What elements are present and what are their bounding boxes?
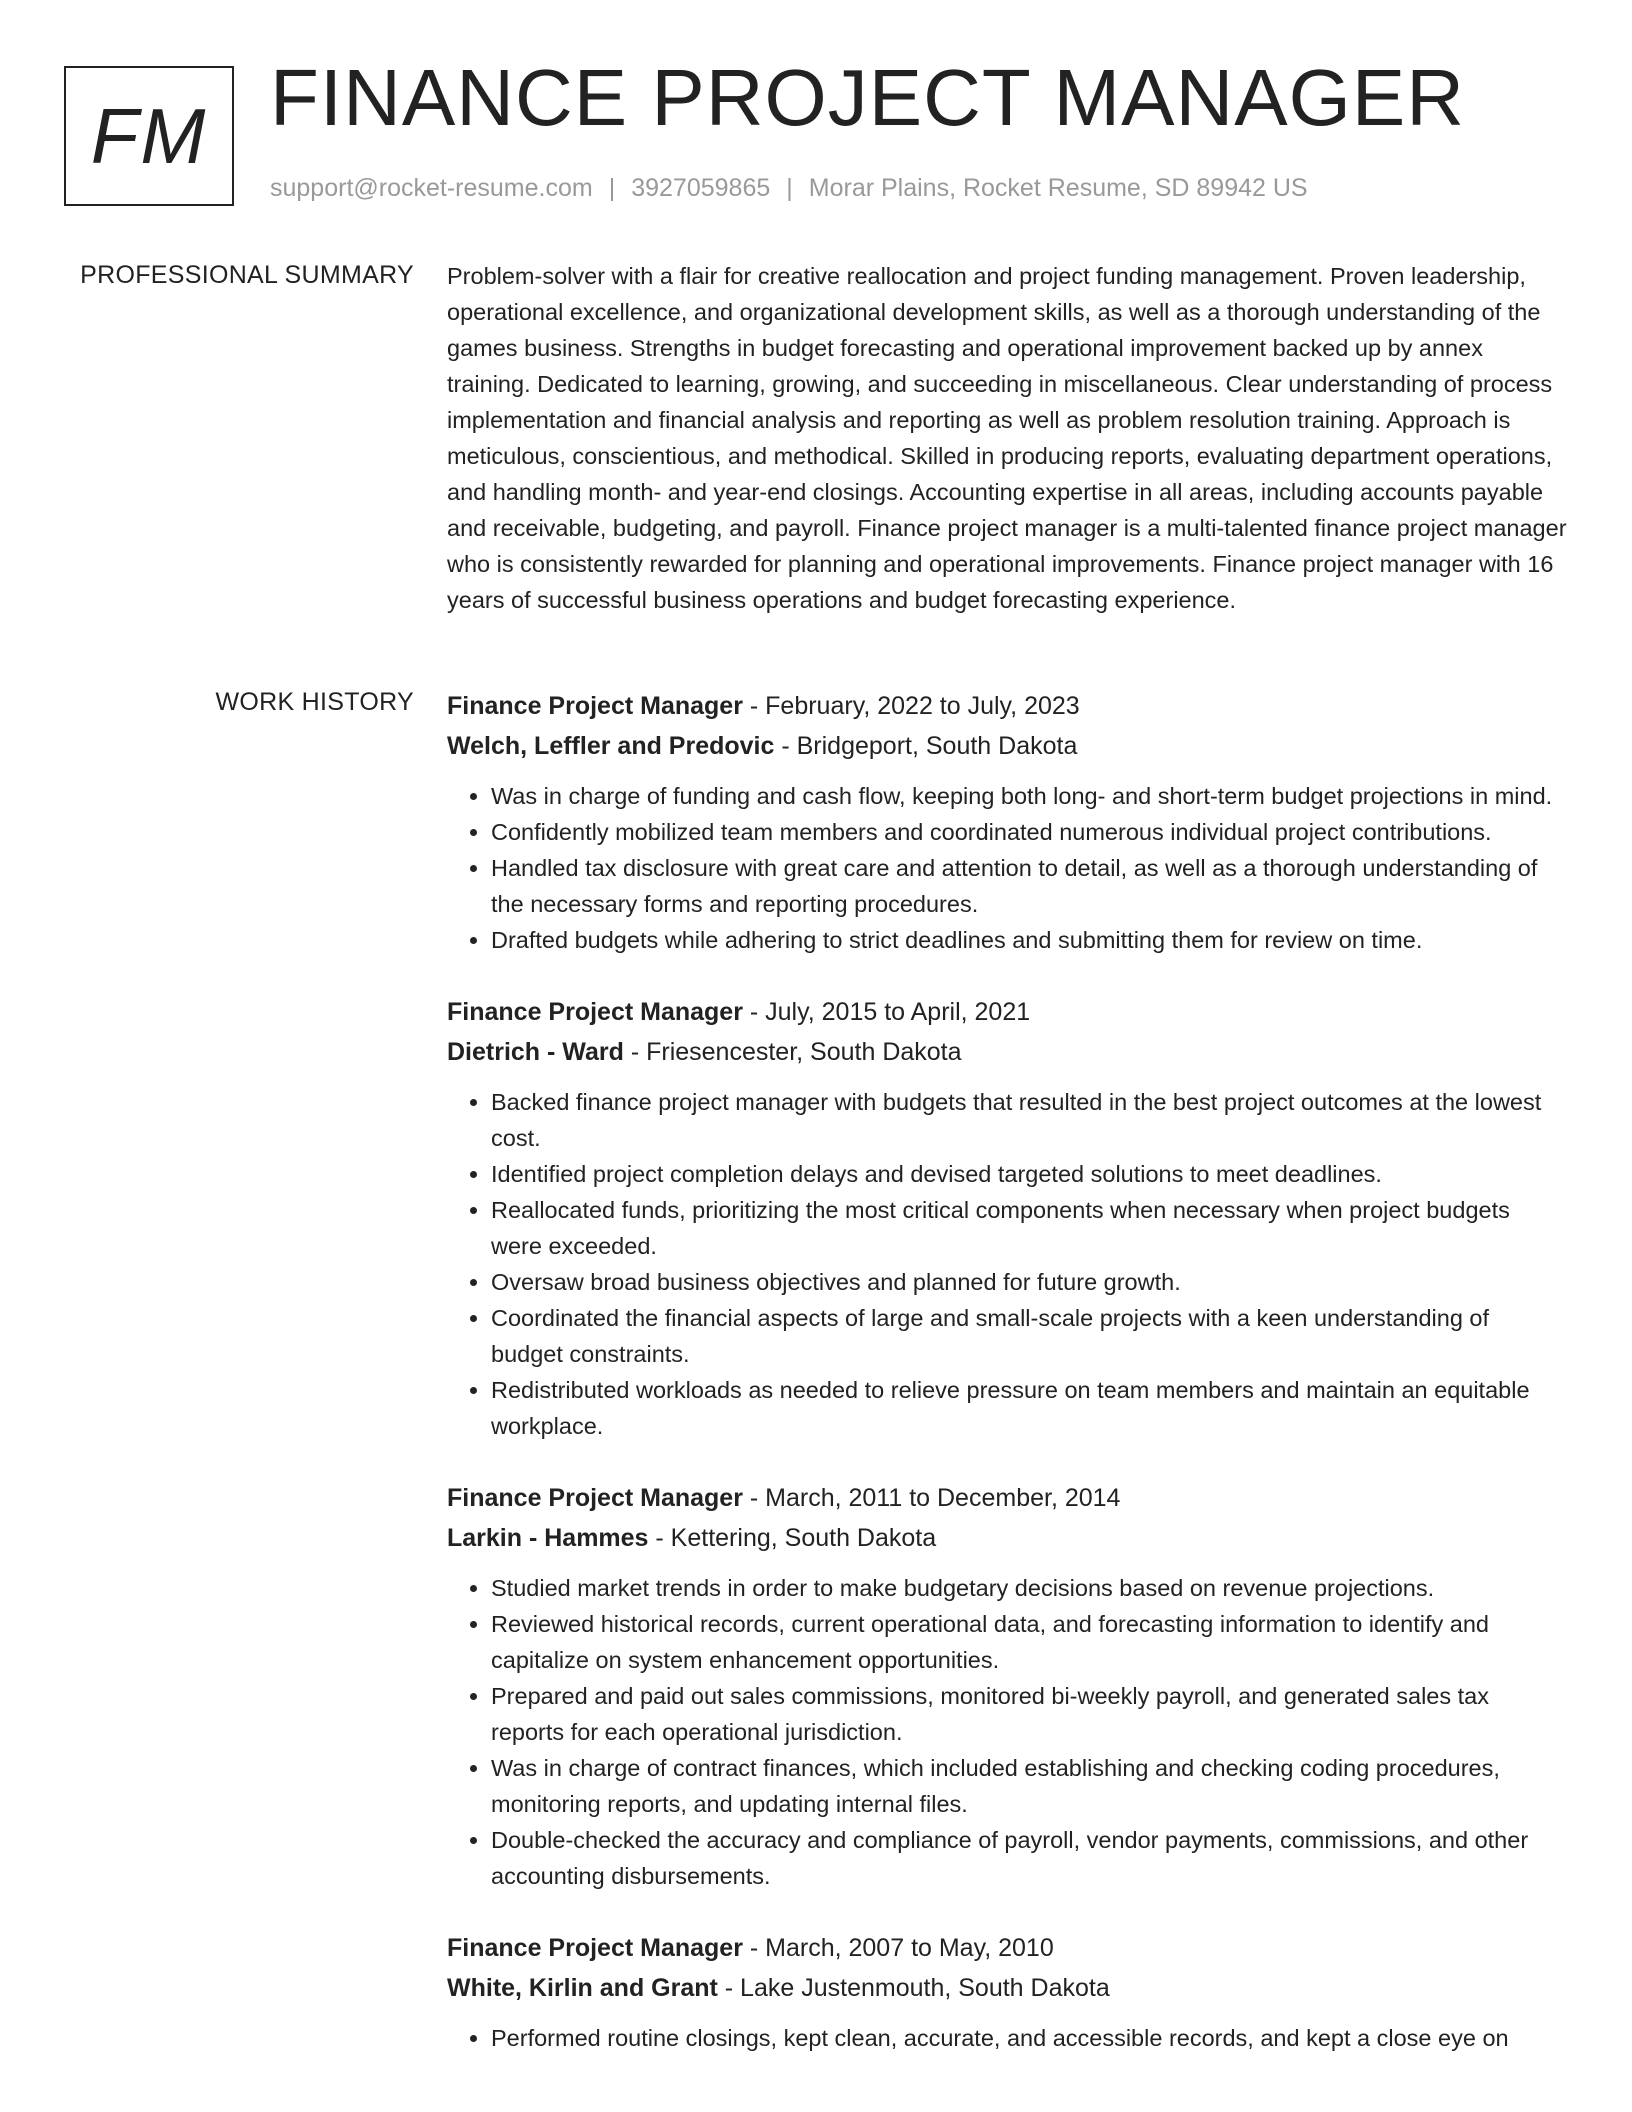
job-title-line xyxy=(447,686,1567,726)
job-entry xyxy=(447,686,1567,958)
job-dates: - July, 2015 to April, 2021 xyxy=(742,998,1031,1026)
job-title: Finance Project Manager xyxy=(447,1484,743,1512)
job-company-line xyxy=(447,726,1567,766)
job-location: - Friesencester, South Dakota xyxy=(623,1038,962,1066)
job-bullet-list xyxy=(447,1570,1567,1894)
job-company: White, Kirlin and Grant xyxy=(447,1974,718,2002)
job-bullet-list xyxy=(447,1084,1567,1444)
job-location: - Lake Justenmouth, South Dakota xyxy=(717,1974,1110,2002)
job-company: Dietrich - Ward xyxy=(447,1038,624,1066)
job-dates: - March, 2011 to December, 2014 xyxy=(742,1484,1121,1512)
job-title-line xyxy=(447,1478,1567,1518)
contact-phone[interactable]: 3927059865 xyxy=(631,174,771,202)
job-location: - Bridgeport, South Dakota xyxy=(774,732,1078,760)
contact-separator: | xyxy=(786,174,793,202)
job-location: - Kettering, South Dakota xyxy=(648,1524,937,1552)
job-bullet: • Was in charge of funding and cash flow, keeping both long- and short-term budget projections in mind. xyxy=(491,778,1567,814)
job-title-line xyxy=(447,992,1567,1032)
job-dates: - March, 2007 to May, 2010 xyxy=(742,1934,1054,1962)
job-bullet: • Performed routine closings, kept clean, accurate, and accessible records, and kept a close eye on xyxy=(491,2020,1567,2056)
job-title-line xyxy=(447,1928,1567,1968)
job-entry xyxy=(447,1478,1567,1894)
contact-address: Morar Plains, Rocket Resume, SD 89942 US xyxy=(808,174,1308,202)
job-bullet: • Was in charge of contract finances, which included establishing and checking coding procedures, monitoring reports, and updating internal files. xyxy=(491,1750,1567,1822)
job-title: Finance Project Manager xyxy=(447,1934,743,1962)
monogram-logo xyxy=(64,66,234,206)
job-bullet: • Prepared and paid out sales commissions, monitored bi-weekly payroll, and generated sales tax reports for each operational jurisdiction. xyxy=(491,1678,1567,1750)
job-company-line xyxy=(447,1518,1567,1558)
contact-separator: | xyxy=(608,174,616,202)
job-entry xyxy=(447,1928,1567,2056)
resume-name-title: FINANCE PROJECT MANAGER xyxy=(270,53,1465,142)
monogram-text: FM xyxy=(90,91,208,180)
work-history-heading: WORK HISTORY xyxy=(215,688,414,716)
contact-line xyxy=(270,174,1308,203)
job-bullet: • Coordinated the financial aspects of large and small-scale projects with a keen understanding of budget constraints. xyxy=(491,1300,1567,1372)
job-bullet: • Double-checked the accuracy and compliance of payroll, vendor payments, commissions, and other accounting disbursements. xyxy=(491,1822,1567,1894)
job-bullet: • Oversaw broad business objectives and planned for future growth. xyxy=(491,1264,1567,1300)
job-bullet-list xyxy=(447,2020,1567,2056)
summary-text: Problem-solver with a flair for creative reallocation and project funding management. Proven leadership, operational excellence, and organizational development skills, as well as a thorough understanding of the games business. Strengths in budget forecasting and operational improvement backed up by annex training. Dedicated to learning, growing, and succeeding in miscellaneous. Clear understanding of process implementation and financial analysis and reporting as well as problem resolution training. Approach is meticulous, conscientious, and methodical. Skilled in producing reports, evaluating department operations, and handling month- and year-end closings. Accounting expertise in all areas, including accounts payable and receivable, budgeting, and payroll. Finance project manager is a multi-talented finance project manager who is consistently rewarded for planning and operational improvements. Finance project manager with 16 years of successful business operations and budget forecasting experience. xyxy=(447,263,1567,613)
job-company: Welch, Leffler and Predovic xyxy=(447,732,775,760)
job-bullet: • Studied market trends in order to make budgetary decisions based on revenue projections. xyxy=(491,1570,1567,1606)
job-title: Finance Project Manager xyxy=(447,998,743,1026)
job-bullet: • Handled tax disclosure with great care and attention to detail, as well as a thorough understanding of the necessary forms and reporting procedures. xyxy=(491,850,1567,922)
job-entry xyxy=(447,992,1567,1444)
job-bullet: • Redistributed workloads as needed to relieve pressure on team members and maintain an equitable workplace. xyxy=(491,1372,1567,1444)
job-bullet: • Drafted budgets while adhering to strict deadlines and submitting them for review on time. xyxy=(491,922,1567,958)
job-dates: - February, 2022 to July, 2023 xyxy=(742,692,1080,720)
work-history-list xyxy=(447,686,1567,2090)
job-bullet: • Identified project completion delays and devised targeted solutions to meet deadlines. xyxy=(491,1156,1567,1192)
job-bullet: • Reallocated funds, prioritizing the most critical components when necessary when project budgets were exceeded. xyxy=(491,1192,1567,1264)
job-bullet: • Confidently mobilized team members and coordinated numerous individual project contributions. xyxy=(491,814,1567,850)
summary-heading: PROFESSIONAL SUMMARY xyxy=(80,261,414,289)
job-bullet-list xyxy=(447,778,1567,958)
contact-email[interactable]: support@rocket-resume.com xyxy=(270,174,593,202)
job-company-line xyxy=(447,1968,1567,2008)
job-title: Finance Project Manager xyxy=(447,692,743,720)
job-bullet: • Backed finance project manager with budgets that resulted in the best project outcomes at the lowest cost. xyxy=(491,1084,1567,1156)
job-bullet: • Reviewed historical records, current operational data, and forecasting information to identify and capitalize on system enhancement opportunities. xyxy=(491,1606,1567,1678)
job-company: Larkin - Hammes xyxy=(447,1524,649,1552)
job-company-line xyxy=(447,1032,1567,1072)
